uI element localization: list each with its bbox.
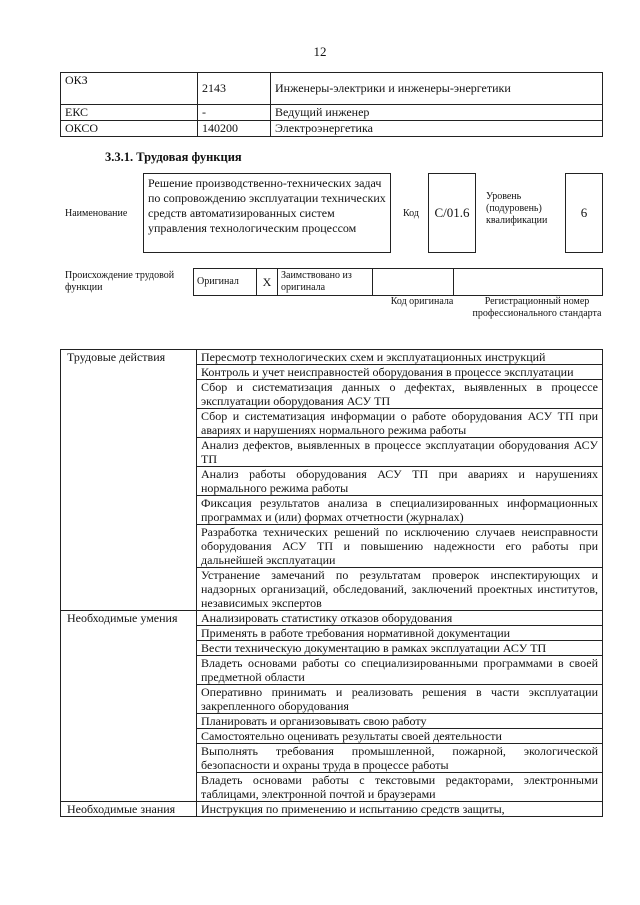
- codes-code: ЕКС: [61, 105, 198, 121]
- table-item: Фиксация результатов анализа в специализированных информационных программах и (или) формах отчетности (журналах): [197, 496, 603, 525]
- table-item: Владеть основами работы с текстовыми редакторами, электронными таблицами, электронной почтой и браузерами: [197, 773, 603, 802]
- codes-number: 140200: [198, 121, 271, 137]
- codes-code: ОКЗ: [61, 73, 198, 105]
- function-table: [60, 349, 603, 817]
- codes-code: ОКСО: [61, 121, 198, 137]
- table-item: Оперативно принимать и реализовать решения в части эксплуатации закрепленного оборудования: [197, 685, 603, 714]
- function-level: 6: [565, 173, 603, 253]
- table-item: Планировать и организовывать свою работу: [197, 714, 603, 729]
- table-item: Пересмотр технологических схем и эксплуатационных инструкций: [197, 350, 603, 365]
- table-item: Анализ дефектов, выявленных в процессе эксплуатации оборудования АСУ ТП: [197, 438, 603, 467]
- table-item: Сбор и систематизация данных о дефектах, выявленных в процессе эксплуатации оборудования АСУ ТП: [197, 380, 603, 409]
- table-row: [61, 350, 603, 365]
- function-code: С/01.6: [428, 173, 476, 253]
- origin-row: [194, 269, 603, 296]
- function-name: Решение производственно-технических задач по сопровождению эксплуатации технических средств автоматизированных систем управления технологическим процессом: [143, 173, 391, 253]
- level-label: Уровень (подуровень) квалификации: [486, 191, 548, 226]
- origin-reg-cell: [454, 269, 603, 296]
- codes-name: Инженеры-электрики и инженеры-энергетики: [271, 73, 603, 105]
- origin-original: Оригинал: [194, 269, 257, 296]
- table-row: [61, 802, 603, 817]
- codes-row: [61, 73, 603, 105]
- table-item: Анализировать статистику отказов оборудования: [197, 611, 603, 626]
- section-title: 3.3.1. Трудовая функция: [105, 150, 242, 164]
- codes-name: Электроэнергетика: [271, 121, 603, 137]
- name-label: Наименование: [65, 208, 128, 219]
- origin-label: Происхождение трудовой функции: [65, 270, 175, 293]
- origin-code-caption: Код оригинала: [390, 296, 454, 307]
- section-title-cell: Необходимые знания: [61, 802, 197, 817]
- origin-borrowed: Заимствовано из оригинала: [278, 269, 373, 296]
- table-item: Применять в работе требования нормативной документации: [197, 626, 603, 641]
- codes-name: Ведущий инженер: [271, 105, 603, 121]
- table-item: Разработка технических решений по исключению случаев неисправности оборудования АСУ ТП и повышению надежности его работы при дальнейшей эксплуатации: [197, 525, 603, 568]
- codes-row: [61, 105, 603, 121]
- table-item: Владеть основами работы со специализированными программами в своей предметной области: [197, 656, 603, 685]
- codes-row: [61, 121, 603, 137]
- origin-mark: X: [257, 269, 278, 296]
- table-item: Анализ работы оборудования АСУ ТП при авариях и нарушениях нормального режима работы: [197, 467, 603, 496]
- origin-reg-caption: Регистрационный номер профессионального стандарта: [472, 296, 602, 319]
- section-title-cell: Трудовые действия: [61, 350, 197, 611]
- codes-number: -: [198, 105, 271, 121]
- origin-table: [193, 268, 603, 296]
- table-row: [61, 611, 603, 626]
- page-number: 12: [313, 44, 327, 59]
- table-item: Инструкция по применению и испытанию средств защиты,: [197, 802, 603, 817]
- table-item: Выполнять требования промышленной, пожарной, экологической безопасности и охраны труда в процессе работы: [197, 744, 603, 773]
- table-item: Самостоятельно оценивать результаты своей деятельности: [197, 729, 603, 744]
- codes-table: [60, 72, 603, 137]
- origin-code-cell: [373, 269, 454, 296]
- table-item: Контроль и учет неисправностей оборудования в процессе эксплуатации: [197, 365, 603, 380]
- codes-number: 2143: [198, 73, 271, 105]
- code-label: Код: [403, 208, 419, 219]
- section-title-cell: Необходимые умения: [61, 611, 197, 802]
- table-item: Сбор и систематизация информации о работе оборудования АСУ ТП при авариях и нарушениях нормального режима работы: [197, 409, 603, 438]
- table-item: Устранение замечаний по результатам проверок инспектирующих и надзорных организаций, обследований, заключений проектных институтов, независимых экспертов: [197, 568, 603, 611]
- table-item: Вести техническую документацию в рамках эксплуатации АСУ ТП: [197, 641, 603, 656]
